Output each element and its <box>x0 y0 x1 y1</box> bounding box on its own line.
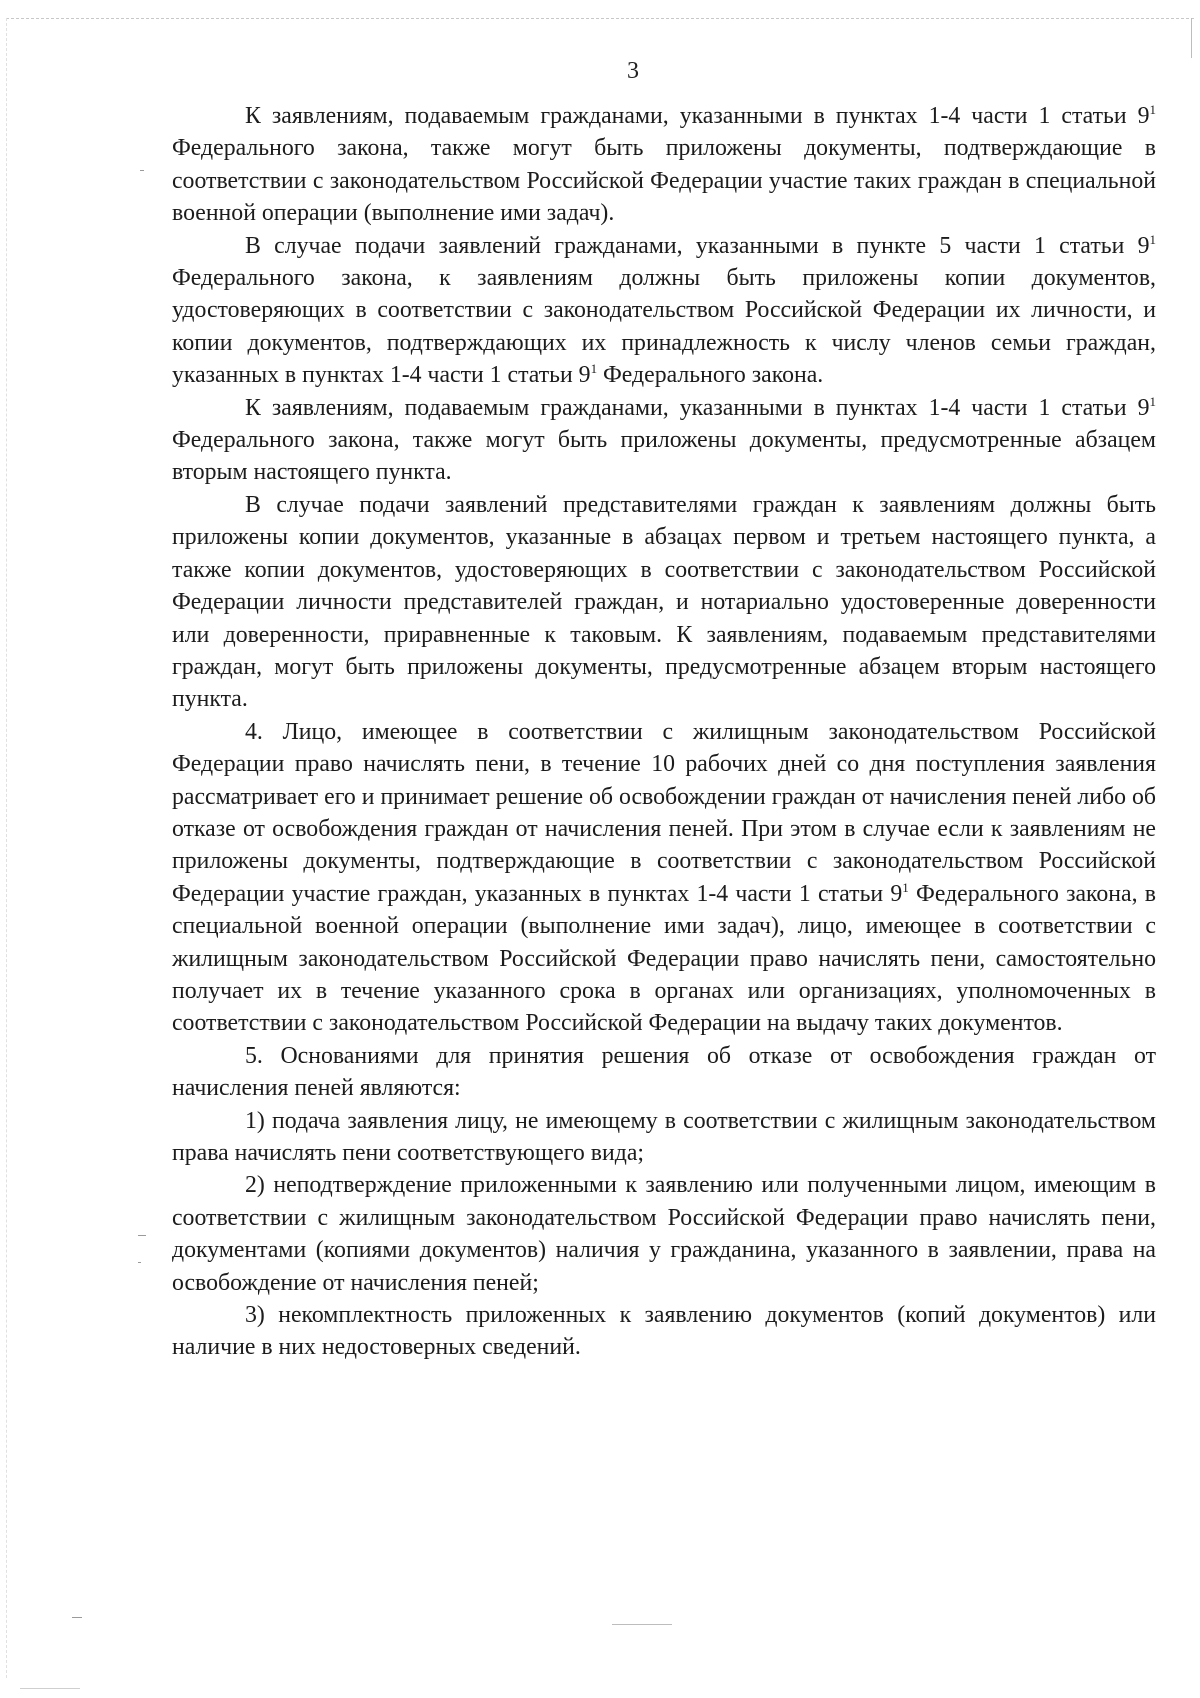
superscript: 1 <box>590 361 598 377</box>
text-run: Федерального закона. <box>597 362 824 389</box>
paragraph-3 <box>172 392 1156 489</box>
superscript: 1 <box>902 879 909 895</box>
text-run: 5. Основаниями для принятия решения об отказе от освобождения граждан от начисления пеней являются: <box>172 1042 1156 1102</box>
text-run: В случае подачи заявлений представителями граждан к заявлениям должны быть приложены копии документов, указанные в абзацах первом и третьем настоящего пункта, а также копии документов, удостоверяющих в соответствии с законодательством Российской Федерации личности представителей граждан, и нотариально удостоверенные доверенности или доверенности, приравненные к таковым. К заявлениям, подаваемым представителями граждан, могут быть приложены документы, предусмотренные абзацем вторым настоящего пункта. <box>172 491 1156 713</box>
paragraph-2 <box>172 230 1156 392</box>
scan-edge-left <box>6 18 7 1678</box>
scan-edge-top <box>6 18 1194 19</box>
paragraph-7 <box>172 1105 1156 1170</box>
superscript: 1 <box>1149 102 1156 118</box>
text-run: Федерального закона, также могут быть приложены документы, предусмотренные абзацем вторым настоящего пункта. <box>172 427 1156 486</box>
text-run: 2) неподтверждение приложенными к заявлению или полученными лицом, имеющим в соответствии с жилищным законодательством Российской Федерации право начислять пени, документами (копиями документов) наличия у гражданина, указанного в заявлении, права на освобождение от начисления пеней; <box>172 1172 1156 1296</box>
paragraph-5 <box>172 716 1156 1040</box>
text-run: Федерального закона, к заявлениям должны быть приложены копии документов, удостоверяющих в соответствии с законодательством Российской Федерации их личности, и копии документов, подтверждающих их принадлежность к числу членов семьи граждан, указанных в пунктах 1-4 части 1 статьи 9 <box>172 265 1156 389</box>
text-run: 4. Лицо, имеющее в соответствии с жилищным законодательством Российской Федерации право начислять пени, в течение 10 рабочих дней со дня поступления заявления рассматривает его и принимает решение об освобождении граждан от начисления пеней либо об отказе от освобождения граждан от начисления пеней. При этом в случае если к заявлениям не приложены документы, подтверждающие в соответствии с законодательством Российской Федерации участие граждан, указанных в пунктах 1-4 части 1 статьи 9 <box>172 718 1156 907</box>
paragraph-4 <box>172 489 1156 716</box>
paragraph-6 <box>172 1040 1156 1105</box>
superscript: 1 <box>1149 231 1156 247</box>
text-run: В случае подачи заявлений гражданами, указанными в пункте 5 части 1 статьи 9 <box>245 232 1150 259</box>
page-number: 3 <box>627 58 639 84</box>
text-run: 1) подача заявления лицу, не имеющему в соответствии с жилищным законодательством права начислять пени соответствующего вида; <box>172 1107 1156 1166</box>
text-run: К заявлениям, подаваемым гражданами, указанными в пунктах 1-4 части 1 статьи 9 <box>245 394 1150 421</box>
paragraph-1 <box>172 100 1156 230</box>
superscript: 1 <box>1149 393 1156 409</box>
text-run: К заявлениям, подаваемым гражданами, указанными в пунктах 1-4 части 1 статьи 9 <box>245 103 1150 129</box>
scan-edge-right <box>1191 18 1192 58</box>
paragraph-9 <box>172 1299 1156 1364</box>
paragraph-8 <box>172 1169 1156 1299</box>
text-run: Федерального закона, также могут быть приложены документы, подтверждающие в соответствии с законодательством Российской Федерации участие таких граждан в специальной военной операции (выполнение ими задач). <box>172 135 1156 227</box>
text-run: 3) некомплектность приложенных к заявлению документов (копий документов) или наличие в них недостоверных сведений. <box>172 1302 1156 1361</box>
text-run: Федерального закона, в специальной военной операции (выполнение ими задач), лицо, имеющее в соответствии с жилищным законодательством Российской Федерации право начислять пени, самостоятельно получает их в течение указанного срока в органах или организациях, уполномоченных в соответствии с законодательством Российской Федерации на выдачу таких документов. <box>172 880 1156 1037</box>
document-body <box>172 100 1156 1364</box>
